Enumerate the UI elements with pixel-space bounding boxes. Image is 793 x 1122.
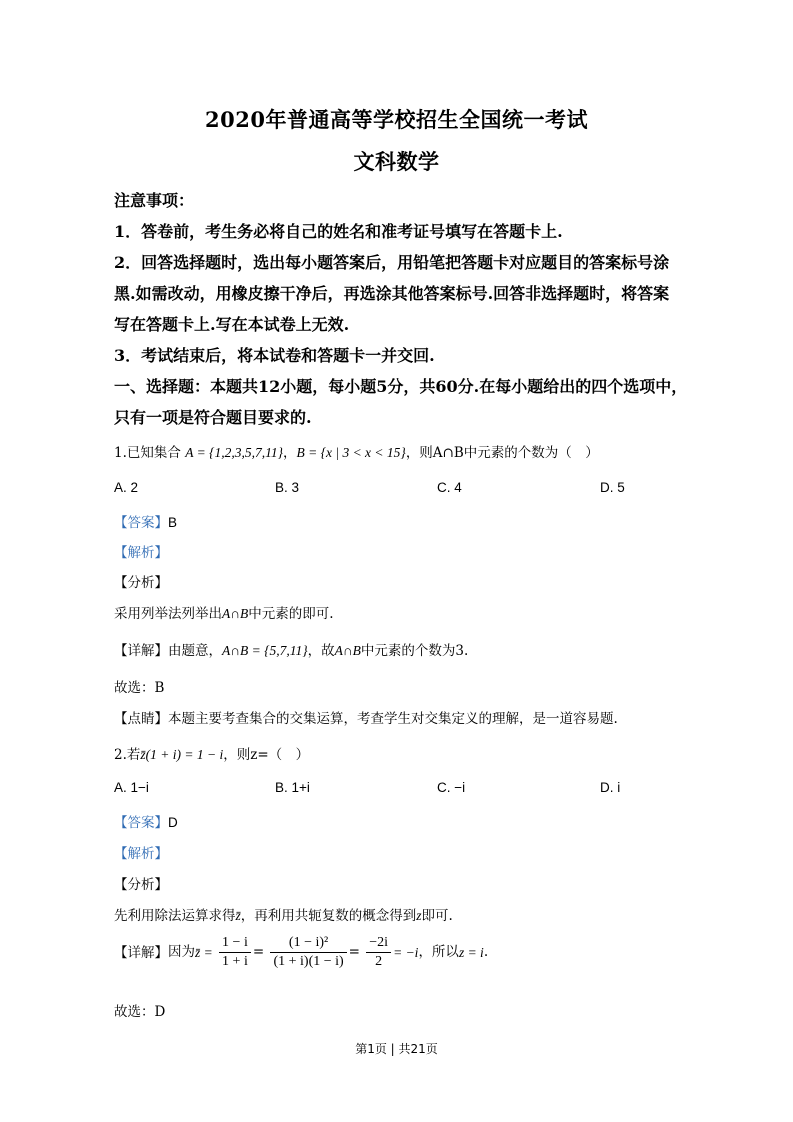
q2-f3-numerator: −2i [366,936,391,953]
q2-fraction-2 [270,936,346,969]
q2-fenxi-tag: 【分析】 [114,877,168,892]
q2-detail-end: . [483,943,489,960]
q1-comment-text: 本题主要考查集合的交集运算，考查学生对交集定义的理解，是一道容易题. [168,711,618,727]
q1-suffix: ，则A∩B中元素的个数为（ ） [405,445,599,461]
q2-option-c: C. −i [437,780,466,795]
q2-detail-pre: 因为 [168,943,195,960]
q1-fenxi-text: 采用列举法列举出 [114,606,222,622]
notice-item-3: 3．考试结束后，将本试卷和答题卡一并交回. [114,346,435,365]
q1-option-a: A. 2 [114,480,139,495]
notice-item-2-line-2: 黑.如需改动，用橡皮擦干净后，再选涂其他答案标号.回答非选择题时，将答案 [114,284,670,303]
q1-comment-tag: 【点睛】 [114,711,168,726]
q1-fenxi-end: 中元素的即可. [248,606,334,622]
q2-choice: 故选：D [114,1004,166,1020]
q1-detail-tag: 【详解】 [114,643,168,658]
q2-fenxi [114,904,453,924]
q1-option-c: C. 4 [437,480,462,495]
q1-fenxi-tag: 【分析】 [114,575,168,590]
q1-detail-mid: ，故 [307,643,335,659]
q1-option-d: D. 5 [600,480,625,495]
q1-set-a: A = {1,2,3,5,7,11} [185,445,283,460]
q2-detail-mid: ，所以 [418,943,459,960]
q2-fenxi-math-2: z [416,908,422,923]
q1-detail [114,639,468,659]
notice-item-1: 1．答卷前，考生务必将自己的姓名和准考证号填写在答题卡上. [114,222,563,241]
q2-result: = −i [393,944,419,960]
q2-analysis-tag: 【解析】 [114,846,168,861]
q2-fenxi-end: 即可. [421,908,453,924]
q2-f2-numerator: (1 − i)² [270,936,346,953]
q2-eq-2: = [348,943,360,960]
question-2 [114,743,309,763]
q2-f3-denominator: 2 [375,954,383,969]
q2-fraction-1 [219,936,251,969]
notice-item-2-line-3: 写在答题卡上.写在本试卷上无效. [114,315,350,334]
q2-answer-value: D [168,815,178,830]
notice-item-2-line-1: 2．回答选择题时，选出每小题答案后，用铅笔把答题卡对应题目的答案标号涂 [114,253,670,272]
q2-eq-1: = [252,943,265,960]
q1-sep: ， [282,445,297,461]
q1-answer-tag: 【答案】 [114,515,168,530]
q2-answer-tag: 【答案】 [114,815,168,830]
q2-final: z = i [458,944,484,960]
q2-f2-denominator: (1 + i)(1 − i) [273,954,344,969]
q2-f1-denominator: 1 + i [222,954,248,969]
q1-prefix: 1.已知集合 [114,445,181,461]
q2-fenxi-math: z̄ [235,908,241,923]
q1-option-b: B. 3 [275,480,300,495]
q1-detail-end: 中元素的个数为3. [360,643,469,659]
q2-detail [114,936,488,969]
q2-prefix: 2.若 [114,747,141,763]
q1-analysis-tag: 【解析】 [114,545,168,560]
q2-option-d: D. i [600,780,621,795]
q2-zbar: z̄ = [195,944,213,960]
q1-fenxi [114,602,334,622]
q1-answer-value: B [168,515,178,530]
question-1 [114,441,599,461]
q2-suffix: ，则z=（ ） [223,747,310,763]
q2-fenxi-mid: ，再利用共轭复数的概念得到 [240,908,417,924]
q2-fraction-3 [366,936,391,969]
q1-fenxi-math: A∩B [222,606,249,621]
page-footer: 第1页 | 共21页 [355,1042,438,1056]
q1-detail-pre: 由题意， [168,643,222,659]
q1-comment [114,707,618,727]
q1-detail-math-2: A∩B [334,643,361,658]
section-heading-line-2: 只有一项是符合题目要求的. [114,408,312,427]
q2-detail-tag: 【详解】 [114,944,168,960]
q1-detail-math: A∩B = {5,7,11} [222,643,308,658]
q2-f1-numerator: 1 − i [219,936,251,953]
q2-answer [114,811,178,831]
q2-option-a: A. 1−i [114,780,149,795]
notice-heading: 注意事项： [114,191,195,210]
q2-option-b: B. 1+i [275,780,310,795]
q1-answer [114,511,177,531]
exam-title: 2020年普通高等学校招生全国统一考试 [205,107,588,132]
q1-choice: 故选：B [114,680,165,696]
q2-fenxi-text: 先利用除法运算求得 [114,908,236,924]
q2-expression: z̄(1 + i) = 1 − i [140,747,224,762]
exam-subtitle: 文科数学 [353,149,440,174]
q1-set-b: B = {x | 3 < x < 15} [296,445,406,460]
section-heading-line-1: 一、选择题：本题共12小题，每小题5分，共60分.在每小题给出的四个选项中， [114,377,688,396]
